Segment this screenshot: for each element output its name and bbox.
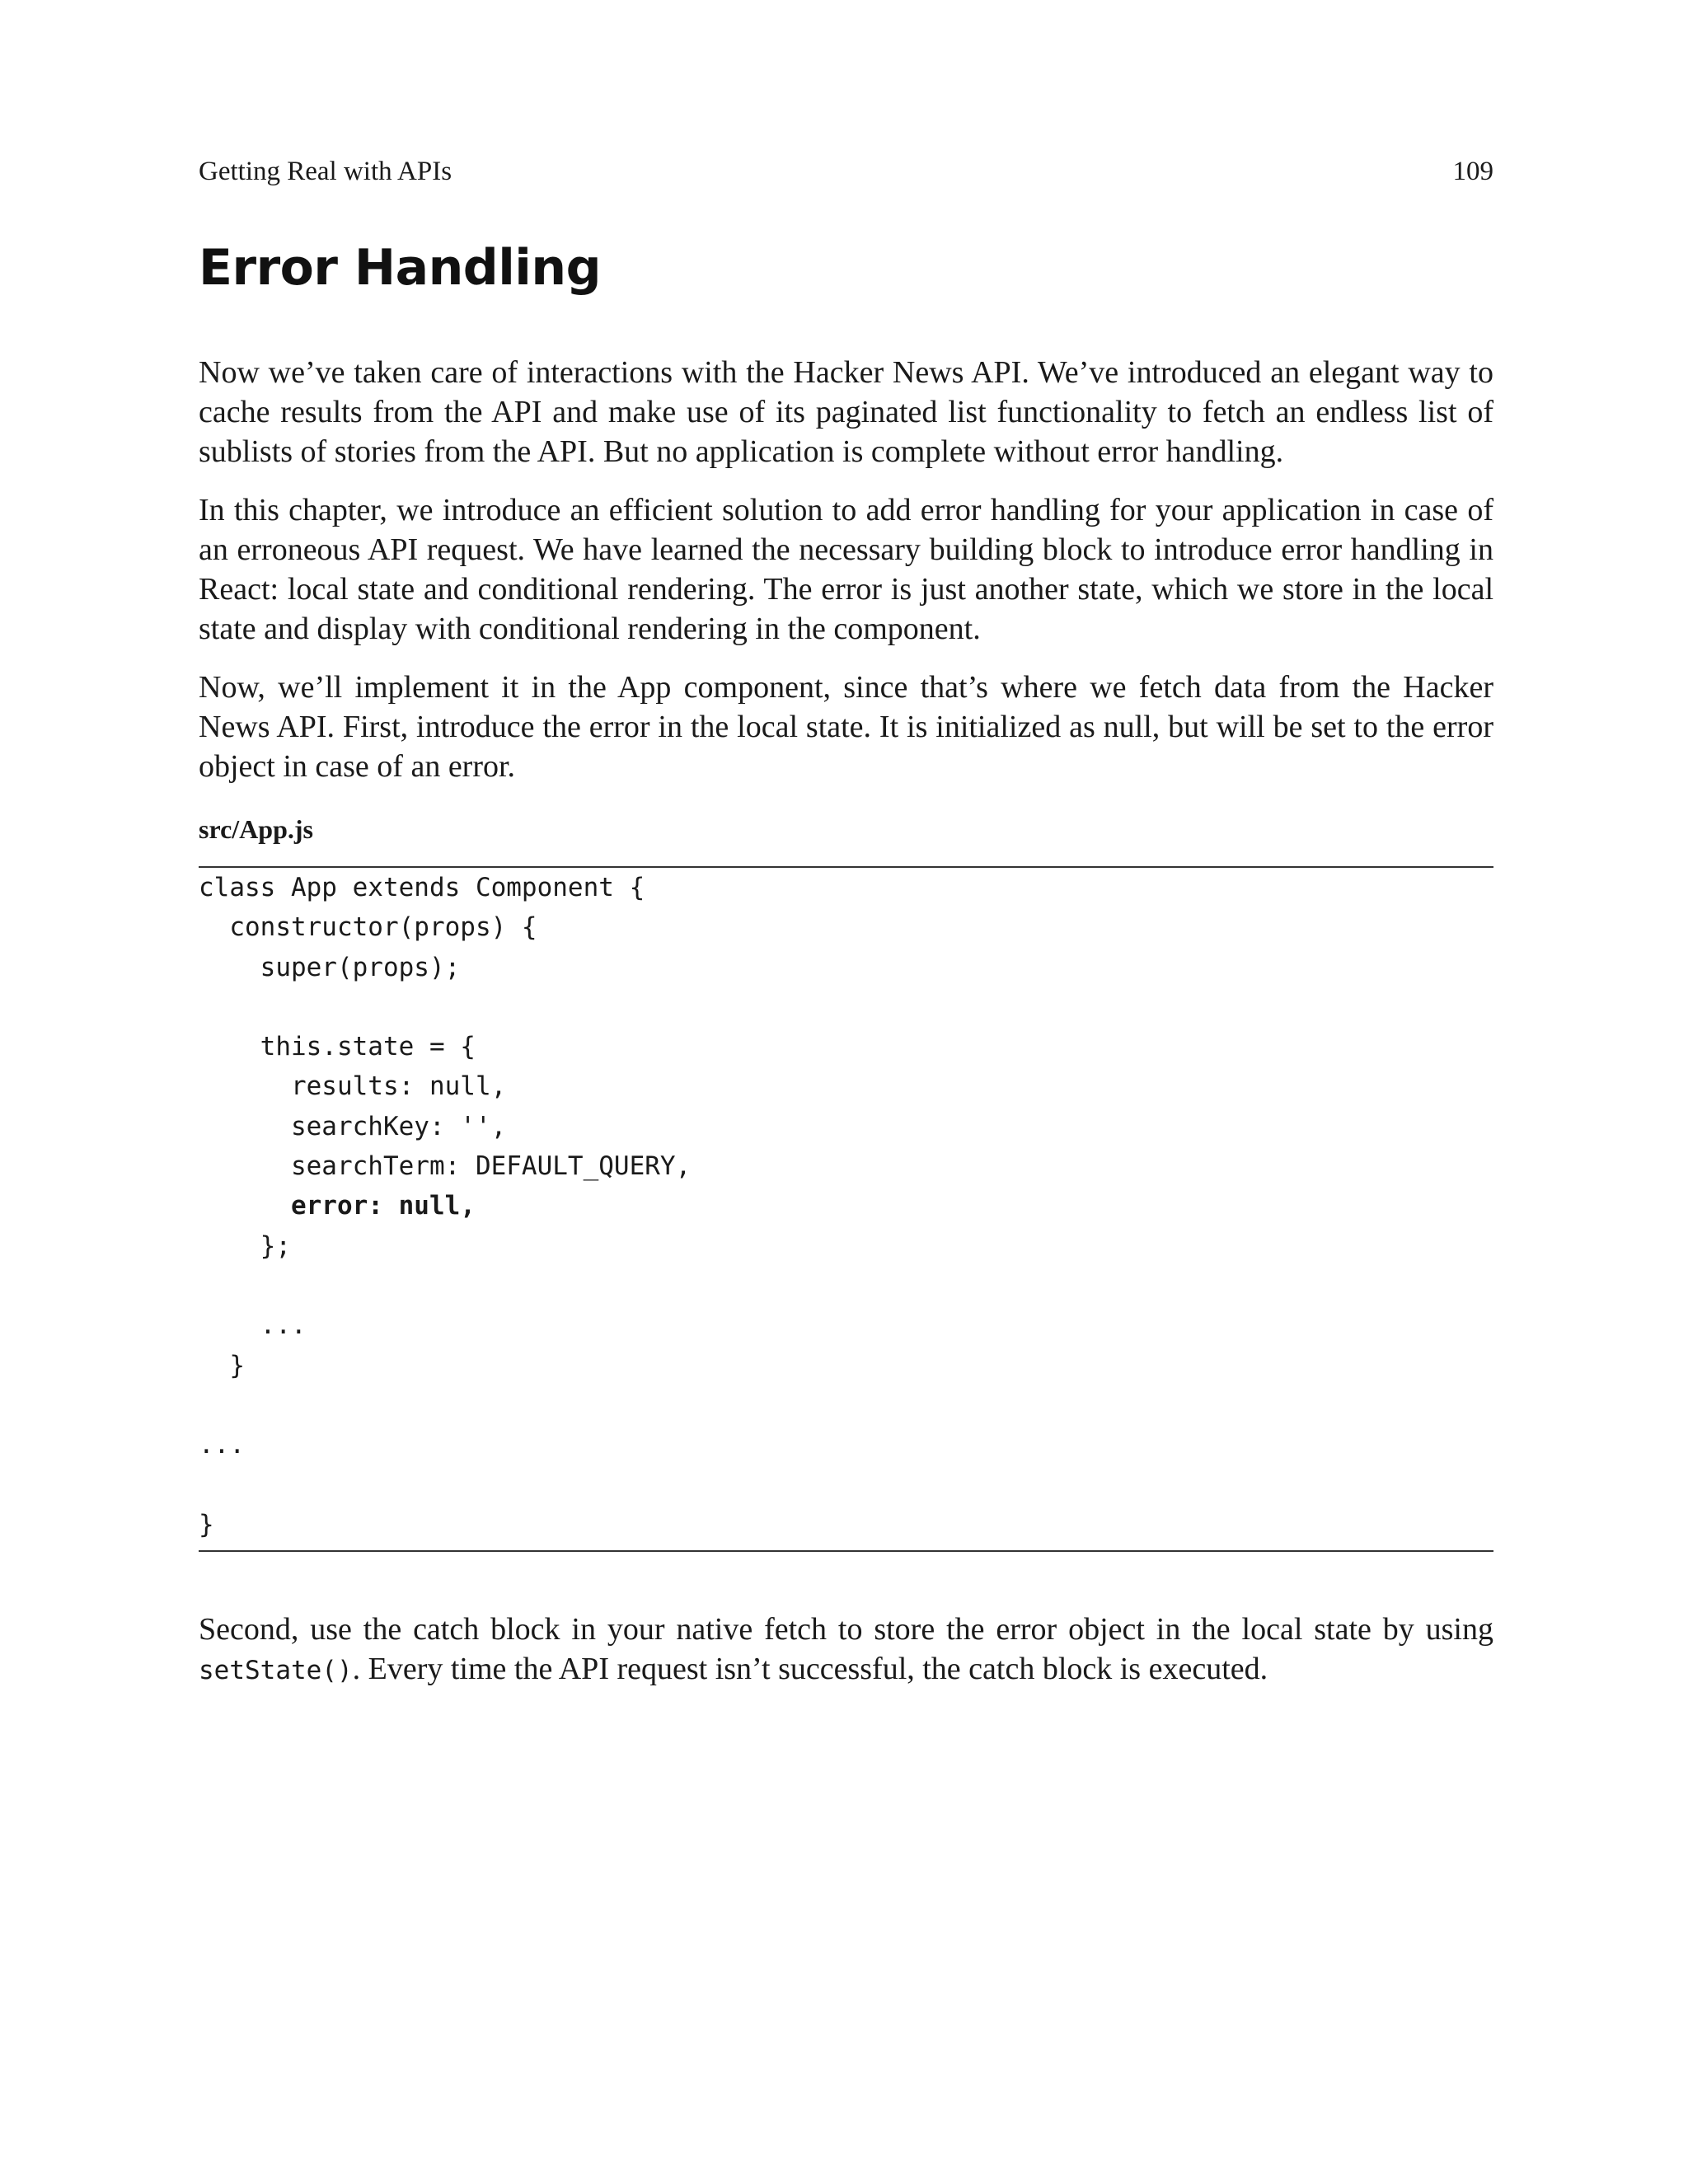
code-line: ... bbox=[199, 1430, 245, 1460]
code-line bbox=[199, 1465, 691, 1504]
code-line: class App extends Component { bbox=[199, 873, 645, 902]
code-line: searchKey: '', bbox=[199, 1111, 507, 1141]
paragraph-catch-block-text-b: . Every time the API request isn’t successful, the catch block is executed. bbox=[352, 1652, 1268, 1686]
code-line: super(props); bbox=[199, 952, 461, 982]
code-line: ... bbox=[199, 1310, 307, 1341]
running-header bbox=[199, 157, 1493, 190]
code-lines bbox=[199, 868, 691, 1544]
paragraph-catch-block bbox=[199, 1610, 1493, 1690]
code-line: constructor(props) { bbox=[199, 912, 537, 943]
listing-caption: src/App.js bbox=[199, 814, 313, 844]
code-line: searchTerm: DEFAULT_QUERY, bbox=[199, 1151, 692, 1182]
code-line bbox=[199, 987, 691, 1027]
code-line: this.state = { bbox=[199, 1032, 476, 1062]
page-number: 109 bbox=[1452, 157, 1493, 186]
code-listing bbox=[199, 866, 1493, 1552]
section-title: Error Handling bbox=[199, 239, 602, 297]
paragraph-intro: Now we’ve taken care of interactions with the Hacker News API. We’ve introduced an elegant way to cache results from the API and make use of its paginated list functionality to fetch an endless list of sublists of stories from the API. But no application is complete without error handling. bbox=[199, 355, 1493, 469]
chapter-title: Getting Real with APIs bbox=[199, 157, 452, 186]
code-line: } bbox=[199, 1509, 214, 1540]
code-line: } bbox=[199, 1350, 245, 1380]
paragraph-chapter-overview: In this chapter, we introduce an efficient solution to add error handling for your application in case of an erroneous API request. We have learned the necessary building block to introduce error handling in React: local state and conditional rendering. The error is just another state, which we store in the local state and display with conditional rendering in the component. bbox=[199, 493, 1493, 646]
paragraph-catch-block-text-a: Second, use the catch block in your native fetch to store the error object in the local state by using bbox=[199, 1612, 1493, 1647]
paragraph-local-state: Now, we’ll implement it in the App component, since that’s where we fetch data from the Hacker News API. First, introduce the error in the local state. It is initialized as null, but will be set to the error object in case of an error. bbox=[199, 670, 1493, 784]
inline-code-setstate: setState() bbox=[199, 1656, 353, 1685]
code-line-highlighted: error: null, bbox=[199, 1191, 476, 1221]
code-line bbox=[199, 1266, 691, 1305]
code-line: }; bbox=[199, 1230, 291, 1261]
code-line bbox=[199, 1385, 691, 1425]
code-line: results: null, bbox=[199, 1071, 507, 1102]
